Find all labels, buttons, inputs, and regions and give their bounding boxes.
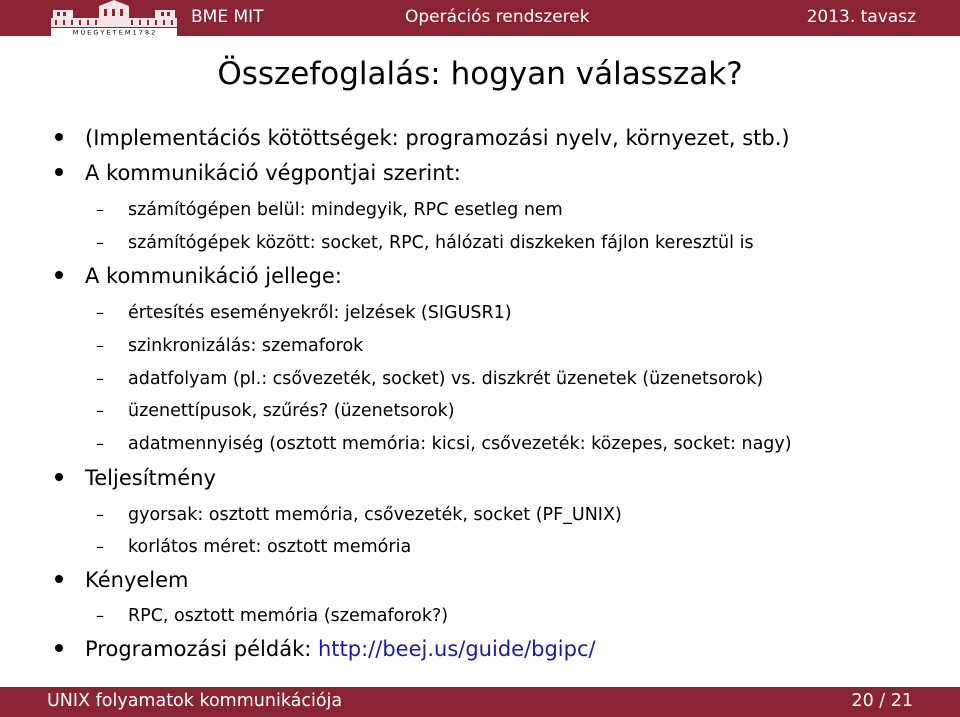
- bullet-icon: [55, 168, 63, 176]
- bullet-icon: [55, 133, 63, 141]
- dash-icon: –: [96, 537, 104, 556]
- bullet-item: [55, 637, 596, 661]
- bullet-text: Kényelem: [85, 568, 189, 592]
- bullet-icon: [55, 575, 63, 583]
- sub-bullet-text: számítógépen belül: mindegyik, RPC esetleg nem: [128, 200, 563, 220]
- svg-text:M Ű E G Y E T E M 1 7 8 2: M Ű E G Y E T E M 1 7 8 2: [72, 28, 156, 36]
- sub-bullet-text: üzenettípusok, szűrés? (üzenetsorok): [128, 401, 455, 421]
- example-link[interactable]: http://beej.us/guide/bgipc/: [318, 637, 596, 661]
- bullet-item: [55, 466, 216, 490]
- bullet-text: Programozási példák:: [85, 637, 318, 661]
- bullet-text: (Implementációs kötöttségek: programozási nyelv, környezet, stb.): [85, 126, 790, 150]
- slide-title: Összefoglalás: hogyan válasszak?: [217, 56, 743, 92]
- header-institute: BME MIT: [191, 7, 264, 27]
- sub-bullet-item: [96, 434, 792, 454]
- sub-bullet-item: [96, 606, 448, 626]
- bullet-icon: [55, 473, 63, 481]
- bullet-item: [55, 126, 790, 150]
- sub-bullet-text: szinkronizálás: szemaforok: [128, 336, 364, 356]
- sub-bullet-text: adatmennyiség (osztott memória: kicsi, csővezeték: közepes, socket: nagy): [128, 434, 792, 454]
- dash-icon: –: [96, 434, 104, 453]
- footer-topic: UNIX folyamatok kommunikációja: [47, 691, 343, 711]
- sub-bullet-item: [96, 401, 455, 421]
- dash-icon: –: [96, 336, 104, 355]
- sub-bullet-text: számítógépek között: socket, RPC, hálózati diszkeken fájlon keresztül is: [128, 233, 754, 253]
- sub-bullet-text: korlátos méret: osztott memória: [128, 537, 412, 557]
- sub-bullet-item: [96, 200, 563, 220]
- bullet-item: [55, 161, 461, 185]
- sub-bullet-text: gyorsak: osztott memória, csővezeték, socket (PF_UNIX): [128, 505, 622, 525]
- sub-bullet-item: [96, 505, 622, 525]
- bullet-icon: [55, 644, 63, 652]
- dash-icon: –: [96, 401, 104, 420]
- bullet-text: A kommunikáció jellege:: [85, 264, 342, 288]
- footer-bar: [0, 687, 960, 717]
- sub-bullet-item: [96, 369, 763, 389]
- dash-icon: –: [96, 369, 104, 388]
- bullet-item: [55, 568, 189, 592]
- bullet-icon: [55, 271, 63, 279]
- dash-icon: –: [96, 505, 104, 524]
- dash-icon: –: [96, 233, 104, 252]
- dash-icon: –: [96, 303, 104, 322]
- sub-bullet-text: adatfolyam (pl.: csővezeték, socket) vs. diszkrét üzenetek (üzenetsorok): [128, 369, 764, 389]
- sub-bullet-item: [96, 233, 754, 253]
- sub-bullet-item: [96, 537, 411, 557]
- header-semester: 2013. tavasz: [806, 7, 916, 27]
- sub-bullet-item: [96, 336, 363, 356]
- sub-bullet-text: RPC, osztott memória (szemaforok?): [128, 606, 449, 626]
- sub-bullet-text: értesítés eseményekről: jelzések (SIGUSR1): [128, 303, 512, 323]
- bullet-text: A kommunikáció végpontjai szerint:: [85, 161, 461, 185]
- bullet-item: [55, 264, 342, 288]
- dash-icon: –: [96, 606, 104, 625]
- bullet-text: Teljesítmény: [85, 466, 216, 490]
- sub-bullet-item: [96, 303, 512, 323]
- page-number: 20 / 21: [851, 691, 913, 711]
- header-course: Operációs rendszerek: [405, 7, 590, 27]
- dash-icon: –: [96, 200, 104, 219]
